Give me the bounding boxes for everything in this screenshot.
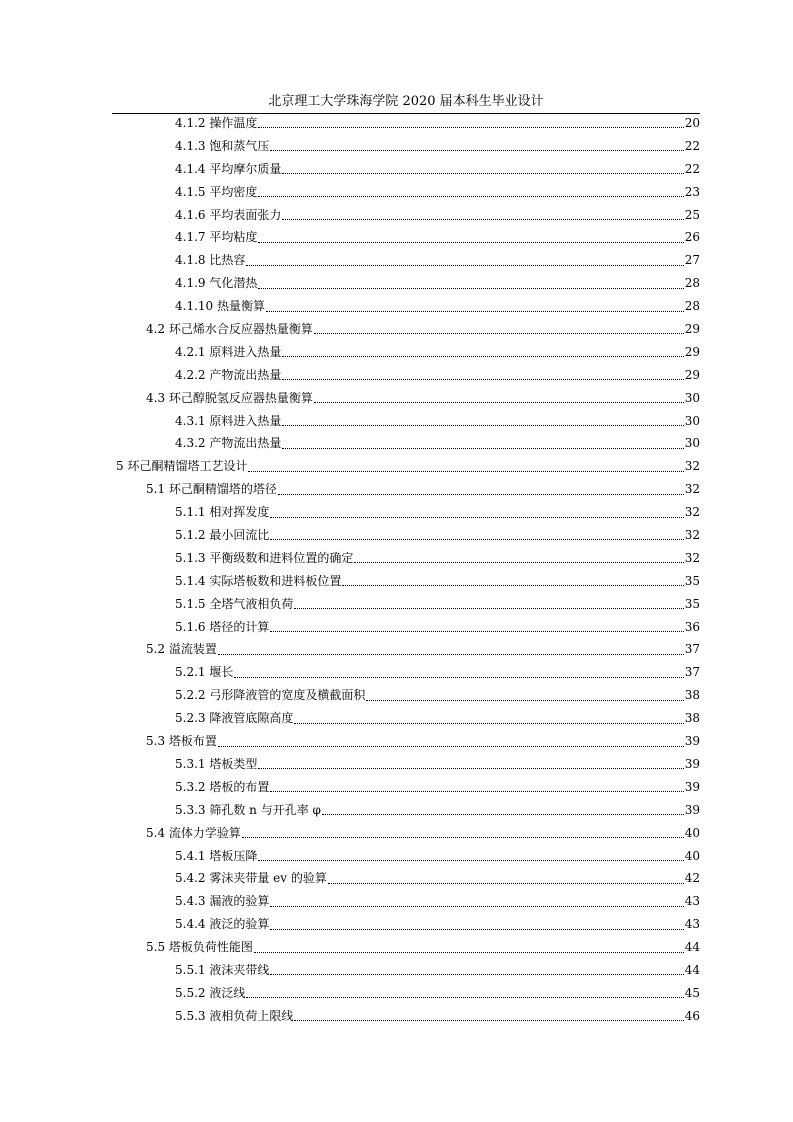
toc-entry-page: 20 [684, 116, 700, 130]
toc-dot-leader [314, 401, 684, 403]
toc-entry[interactable] [0, 661, 793, 684]
toc-entry-title: 5.1.2 最小回流比 [175, 528, 270, 543]
toc-entry-title: 4.1.8 比热容 [175, 253, 246, 268]
toc-dot-leader [270, 790, 683, 792]
toc-dot-leader [246, 996, 683, 998]
toc-entry-title: 5.2.3 降液管底隙高度 [175, 711, 294, 726]
toc-dot-leader [270, 538, 683, 540]
toc-entry-page: 32 [684, 528, 700, 543]
toc-entry[interactable] [0, 181, 793, 204]
toc-entry-title: 4.3 环己醇脱氢反应器热量衡算 [146, 390, 313, 405]
toc-entry-title: 5.2 溢流装置 [146, 642, 217, 657]
toc-dot-leader [366, 699, 683, 701]
toc-entry-page: 43 [684, 917, 700, 932]
toc-entry[interactable] [0, 753, 793, 776]
toc-entry[interactable] [0, 890, 793, 913]
toc-entry-title: 4.3.2 产物流出热量 [175, 436, 282, 451]
toc-dot-leader [282, 218, 683, 220]
toc-dot-leader [258, 287, 683, 289]
toc-entry-page: 28 [684, 276, 700, 291]
toc-entry[interactable] [0, 913, 793, 936]
toc-entry[interactable] [0, 638, 793, 661]
toc-entry-page: 38 [684, 711, 700, 726]
toc-entry[interactable] [0, 730, 793, 753]
toc-entry-title: 5.3 塔板布置 [146, 734, 217, 749]
toc-entry[interactable] [0, 524, 793, 547]
toc-dot-leader [278, 493, 684, 495]
toc-dot-leader [270, 973, 683, 975]
toc-entry-title: 5.1.3 平衡级数和进料位置的确定 [175, 550, 354, 565]
toc-entry[interactable] [0, 501, 793, 524]
toc-dot-leader [354, 561, 683, 563]
toc-entry-title: 5.5 塔板负荷性能图 [146, 940, 253, 955]
toc-entry[interactable] [0, 799, 793, 822]
toc-entry-title: 4.1.6 平均表面张力 [175, 207, 282, 222]
toc-entry[interactable] [0, 593, 793, 616]
toc-entry[interactable] [0, 684, 793, 707]
toc-entry-page: 23 [684, 184, 700, 199]
toc-dot-leader [294, 722, 683, 724]
toc-entry-title: 5.3.1 塔板类型 [175, 756, 258, 771]
toc-entry-page: 27 [684, 253, 700, 268]
toc-dot-leader [270, 928, 683, 930]
toc-entry[interactable] [0, 707, 793, 730]
toc-entry-page: 39 [684, 802, 700, 817]
toc-dot-leader [270, 630, 683, 632]
toc-entry[interactable] [0, 432, 793, 455]
toc-dot-leader [270, 516, 683, 518]
toc-entry[interactable] [0, 936, 793, 959]
toc-entry[interactable] [0, 272, 793, 295]
toc-entry-page: 30 [684, 390, 700, 405]
toc-entry-title: 5.5.2 液泛线 [175, 985, 246, 1000]
toc-entry-title: 4.1.3 饱和蒸气压 [175, 138, 270, 153]
toc-entry-page: 29 [684, 322, 700, 337]
toc-entry-title: 4.2.1 原料进入热量 [175, 344, 282, 359]
toc-dot-leader [342, 584, 683, 586]
toc-entry-title: 5.1.5 全塔气液相负荷 [175, 596, 294, 611]
toc-dot-leader [270, 149, 683, 151]
toc-dot-leader [282, 424, 683, 426]
toc-entry-page: 26 [684, 230, 700, 245]
toc-entry-title: 4.1.9 气化潜热 [175, 276, 258, 291]
toc-dot-leader [314, 332, 684, 334]
toc-entry-page: 40 [684, 848, 700, 863]
toc-dot-leader [242, 836, 684, 838]
toc-entry-page: 46 [684, 1008, 700, 1023]
toc-entry[interactable] [0, 387, 793, 410]
toc-dot-leader [322, 813, 684, 815]
toc-entry[interactable] [0, 982, 793, 1005]
toc-entry[interactable] [0, 226, 793, 249]
toc-entry[interactable] [0, 845, 793, 868]
toc-entry[interactable] [0, 959, 793, 982]
toc-entry-title: 5 环己酮精馏塔工艺设计 [116, 459, 248, 474]
toc-entry-page: 42 [684, 871, 700, 886]
toc-entry[interactable] [0, 204, 793, 227]
toc-entry-page: 28 [684, 299, 700, 314]
toc-entry-title: 5.3.3 筛孔数 n 与开孔率 φ [175, 802, 321, 817]
toc-entry-page: 32 [684, 482, 700, 497]
toc-entry-title: 4.1.10 热量衡算 [175, 299, 265, 314]
toc-entry-title: 4.2.2 产物流出热量 [175, 367, 282, 382]
toc-dot-leader [328, 882, 684, 884]
toc-entry-title: 5.5.1 液沫夹带线 [175, 962, 270, 977]
toc-entry-page: 44 [684, 940, 700, 955]
toc-entry-page: 37 [684, 642, 700, 657]
toc-entry-page: 43 [684, 894, 700, 909]
toc-entry-page: 32 [684, 505, 700, 520]
toc-entry-page: 39 [684, 734, 700, 749]
toc-entry[interactable] [0, 478, 793, 501]
toc-entry-page: 29 [684, 344, 700, 359]
toc-entry-page: 32 [684, 459, 700, 474]
toc-entry-title: 4.3.1 原料进入热量 [175, 413, 282, 428]
toc-entry-title: 5.4 流体力学验算 [146, 825, 241, 840]
toc-dot-leader [258, 241, 683, 243]
toc-entry-page: 45 [684, 985, 700, 1000]
toc-dot-leader [282, 172, 683, 174]
toc-entry-title: 4.1.7 平均粘度 [175, 230, 258, 245]
toc-dot-leader [270, 905, 683, 907]
toc-dot-leader [294, 607, 683, 609]
toc-entry-title: 5.1 环己酮精馏塔的塔径 [146, 482, 277, 497]
toc-entry-title: 5.2.1 堰长 [175, 665, 234, 680]
toc-entry-page: 22 [684, 161, 700, 176]
toc-entry[interactable] [0, 364, 793, 387]
toc-entry-title: 5.5.3 液相负荷上限线 [175, 1008, 294, 1023]
toc-entry-title: 5.2.2 弓形降液管的宽度及横截面积 [175, 688, 366, 703]
toc-entry-page: 40 [684, 825, 700, 840]
toc-dot-leader [246, 264, 683, 266]
toc-entry-page: 38 [684, 688, 700, 703]
toc-entry[interactable] [0, 112, 793, 135]
toc-entry[interactable] [0, 776, 793, 799]
toc-dot-leader [248, 470, 683, 472]
toc-entry-title: 5.1.4 实际塔板数和进料板位置 [175, 573, 342, 588]
toc-entry[interactable] [0, 570, 793, 593]
toc-entry-page: 22 [684, 138, 700, 153]
toc-entry-page: 30 [684, 413, 700, 428]
page-header: 北京理工大学珠海学院 2020 届本科生毕业设计 [268, 94, 544, 109]
toc-entry-title: 5.4.3 漏液的验算 [175, 894, 270, 909]
toc-dot-leader [254, 951, 684, 953]
toc-entry-title: 5.4.2 雾沫夹带量 ev 的验算 [175, 871, 327, 886]
toc-entry[interactable] [0, 249, 793, 272]
toc-entry-title: 5.1.6 塔径的计算 [175, 619, 270, 634]
toc-entry-page: 37 [684, 665, 700, 680]
toc-dot-leader [258, 126, 683, 128]
toc-entry-title: 5.1.1 相对挥发度 [175, 505, 270, 520]
toc-entry[interactable] [0, 410, 793, 433]
toc-entry[interactable] [0, 341, 793, 364]
toc-entry-title: 5.4.4 液泛的验算 [175, 917, 270, 932]
toc-entry-page: 36 [684, 619, 700, 634]
toc-entry[interactable] [0, 1005, 793, 1028]
toc-entry[interactable] [0, 158, 793, 181]
toc-entry[interactable] [0, 616, 793, 639]
toc-dot-leader [282, 355, 683, 357]
toc-entry-page: 39 [684, 779, 700, 794]
toc-entry-page: 35 [684, 596, 700, 611]
toc-entry-title: 4.1.5 平均密度 [175, 184, 258, 199]
toc-entry[interactable] [0, 318, 793, 341]
toc-dot-leader [266, 310, 684, 312]
toc-dot-leader [258, 195, 683, 197]
toc-entry[interactable] [0, 822, 793, 845]
toc-dot-leader [258, 767, 683, 769]
toc-entry-page: 35 [684, 573, 700, 588]
toc-entry-page: 25 [684, 207, 700, 222]
toc-dot-leader [282, 447, 683, 449]
toc-entry-title: 5.4.1 塔板压降 [175, 848, 258, 863]
toc-entry-title: 5.3.2 塔板的布置 [175, 779, 270, 794]
toc-entry-page: 30 [684, 436, 700, 451]
toc-entry[interactable] [0, 455, 793, 478]
toc-entry-page: 32 [684, 550, 700, 565]
toc-entry[interactable] [0, 295, 793, 318]
toc-dot-leader [282, 378, 683, 380]
toc-entry[interactable] [0, 135, 793, 158]
toc-entry-page: 29 [684, 367, 700, 382]
toc-entry[interactable] [0, 547, 793, 570]
toc-entry-title: 4.1.2 操作温度 [175, 116, 258, 130]
toc-entry-title: 4.1.4 平均摩尔质量 [175, 161, 282, 176]
toc-dot-leader [294, 1019, 683, 1021]
toc-entry[interactable] [0, 867, 793, 890]
toc-entry-page: 44 [684, 962, 700, 977]
toc-entry-title: 4.2 环己烯水合反应器热量衡算 [146, 322, 313, 337]
toc-dot-leader [234, 676, 683, 678]
toc-dot-leader [218, 745, 684, 747]
toc-entry-page: 39 [684, 756, 700, 771]
table-of-contents [0, 112, 793, 1028]
toc-dot-leader [218, 653, 684, 655]
toc-dot-leader [258, 859, 683, 861]
